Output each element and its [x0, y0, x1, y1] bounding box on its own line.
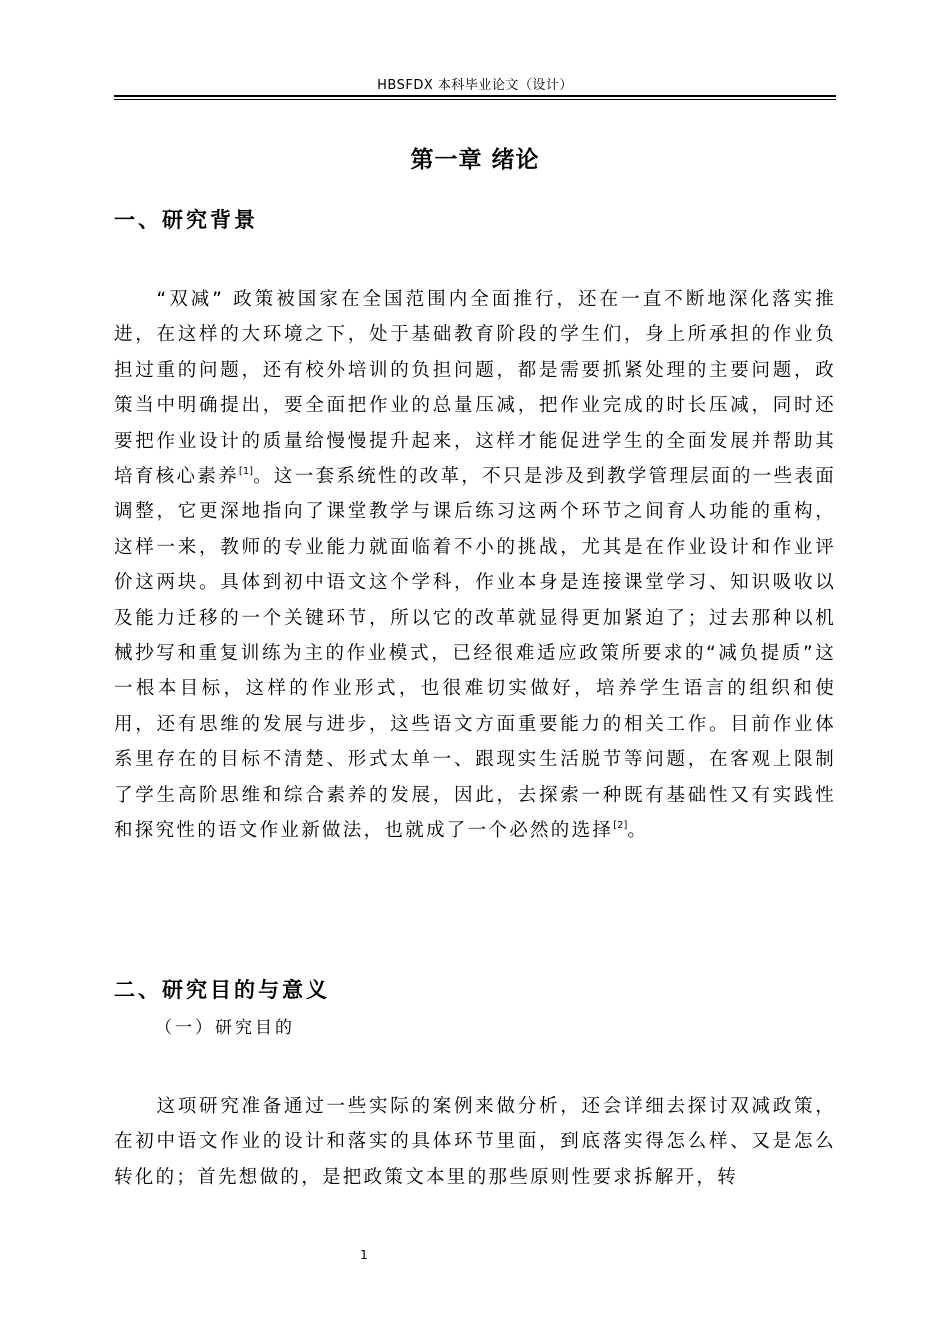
background-paragraph-text-end: 。 [627, 820, 649, 842]
chapter-title: 第一章 绪论 [410, 147, 540, 173]
background-paragraph [114, 282, 836, 849]
background-paragraph-text-start: “双减” 政策被国家在全国范围内全面推行，还在一直不断地深化落实推进，在这样的大环境之下，处于基础教育阶段的学生们，身上所承担的作业负担过重的问题，还有校外培训的负担问题，都是需要抓紧处理的主要问题，政策当中明确提出，要全面把作业的总量压减，把作业完成的时长压减，同时还要把作业设计的质量给慢慢提升起来，这样才能促进学生的全面发展并帮助其培育核心素养 [114, 289, 836, 488]
background-paragraph-text-middle: 。这一套系统性的改革，不只是涉及到教学管理层面的一些表面调整，它更深地指向了课堂教学与课后练习这两个环节之间育人功能的重构，这样一来，教师的专业能力就面临着不小的挑战，尤其是在作业设计和作业评价这两块。具体到初中语文这个学科，作业本身是连接课堂学习、知识吸收以及能力迁移的一个关键环节，所以它的改革就显得更加紧迫了；过去那种以机械抄写和重复训练为主的作业模式，已经很难适应政策所要求的“减负提质”这一根本目标，这样的作业形式，也很难切实做好，培养学生语言的组织和使用，还有思维的发展与进步，这些语文方面重要能力的相关工作。目前作业体系里存在的目标不清楚、形式太单一、跟现实生活脱节等问题，在客观上限制了学生高阶思维和综合素养的发展，因此，去探索一种既有基础性又有实践性和探究性的语文作业新做法，也就成了一个必然的选择 [114, 466, 836, 842]
citation-ref-1: [1] [238, 466, 254, 478]
subsection-heading-purpose: （一）研究目的 [155, 1018, 295, 1038]
section-heading-background: 一、研究背景 [114, 208, 258, 232]
section-heading-purpose-significance: 二、研究目的与意义 [114, 978, 330, 1002]
header-rule-thin [114, 99, 836, 100]
page-number: 1 [360, 1248, 368, 1262]
running-header-title: HBSFDX 本科毕业论文（设计） [377, 78, 573, 93]
citation-ref-2: [2] [613, 820, 628, 832]
header-rule-thick [114, 95, 836, 97]
purpose-paragraph: 这项研究准备通过一些实际的案例来做分析，还会详细去探讨双减政策，在初中语文作业的设计和落实的具体环节里面，到底落实得怎么样、又是怎么转化的；首先想做的，是把政策文本里的那些原则性要求拆解开，转 [114, 1096, 836, 1188]
